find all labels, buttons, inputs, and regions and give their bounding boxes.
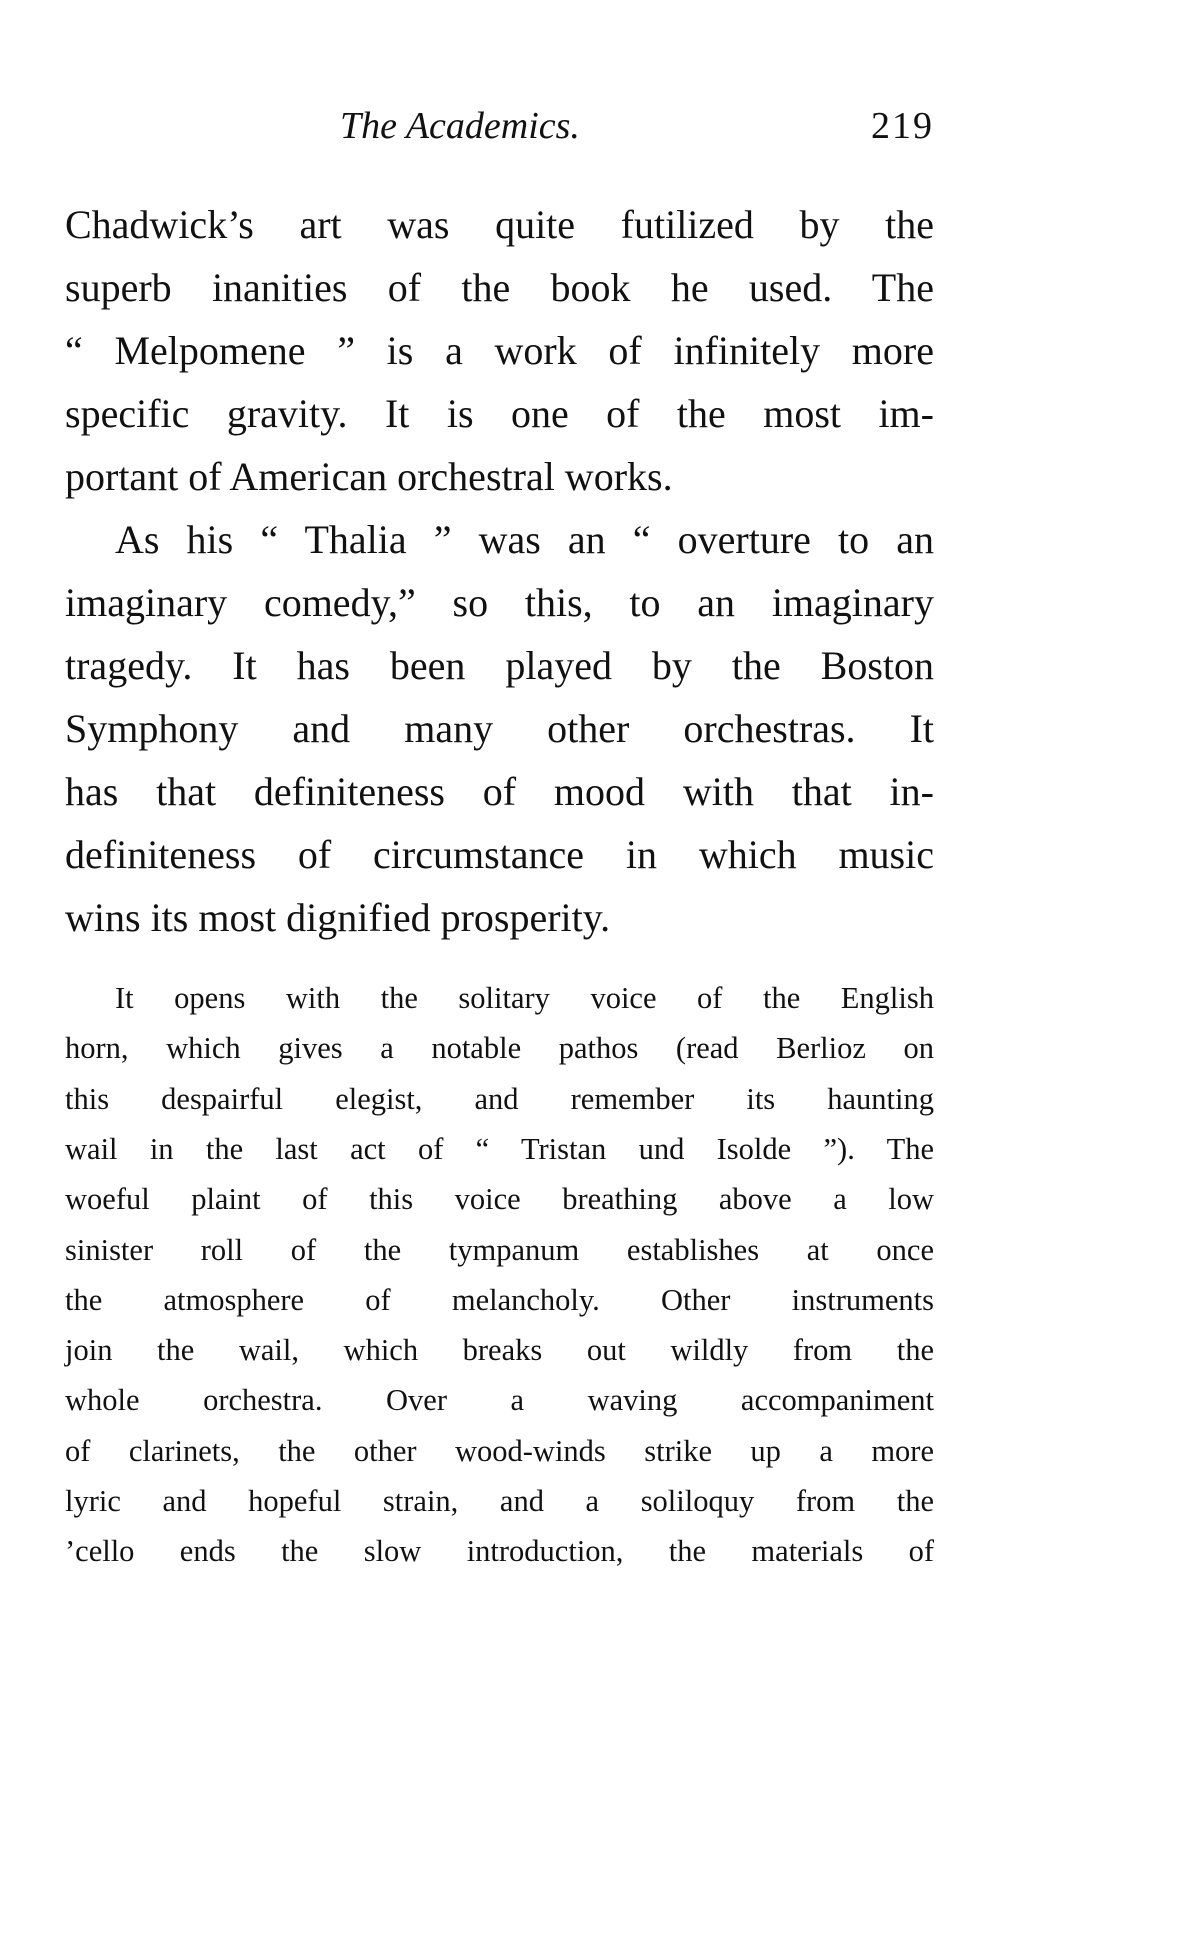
body-line: wins its most dignified prosperity. (65, 895, 611, 940)
body-line: As his “ Thalia ” was an “ overture to an (115, 517, 934, 562)
small-print-line: of clarinets, the other wood-winds strike up a more (65, 1433, 934, 1468)
body-line: superb inanities of the book he used. The (65, 265, 934, 310)
small-print-line: horn, which gives a notable pathos (read Berlioz on (65, 1031, 934, 1066)
body-line: Chadwick’s art was quite futilized by the (65, 202, 934, 247)
body-line: “ Melpomene ” is a work of infinitely more (65, 328, 934, 373)
small-print-line: join the wail, which breaks out wildly from the (65, 1333, 934, 1368)
small-print-line: sinister roll of the tympanum establishes at once (65, 1232, 934, 1267)
body-line: definiteness of circumstance in which music (65, 832, 934, 877)
small-print-line: the atmosphere of melancholy. Other instruments (65, 1282, 934, 1317)
small-print-line: lyric and hopeful strain, and a soliloquy from the (65, 1484, 934, 1518)
body-line: tragedy. It has been played by the Boston (65, 643, 934, 688)
small-print-line: whole orchestra. Over a waving accompaniment (65, 1383, 934, 1418)
small-print-line: wail in the last act of “ Tristan und Isolde ”). The (65, 1131, 934, 1166)
running-title: The Academics. (340, 105, 580, 147)
small-print-line: this despairful elegist, and remember its haunting (65, 1081, 934, 1116)
body-line: specific gravity. It is one of the most im- (65, 391, 934, 436)
page-number: 219 (871, 105, 934, 147)
small-print-line: ’cello ends the slow introduction, the materials of (65, 1534, 934, 1569)
body-line: imaginary comedy,” so this, to an imaginary (65, 580, 934, 625)
small-print-line: It opens with the solitary voice of the English (115, 981, 934, 1015)
body-line: Symphony and many other orchestras. It (65, 706, 934, 751)
body-line: portant of American orchestral works. (65, 454, 673, 499)
body-line: has that definiteness of mood with that in- (65, 769, 934, 814)
small-print-line: woeful plaint of this voice breathing above a low (65, 1182, 934, 1217)
